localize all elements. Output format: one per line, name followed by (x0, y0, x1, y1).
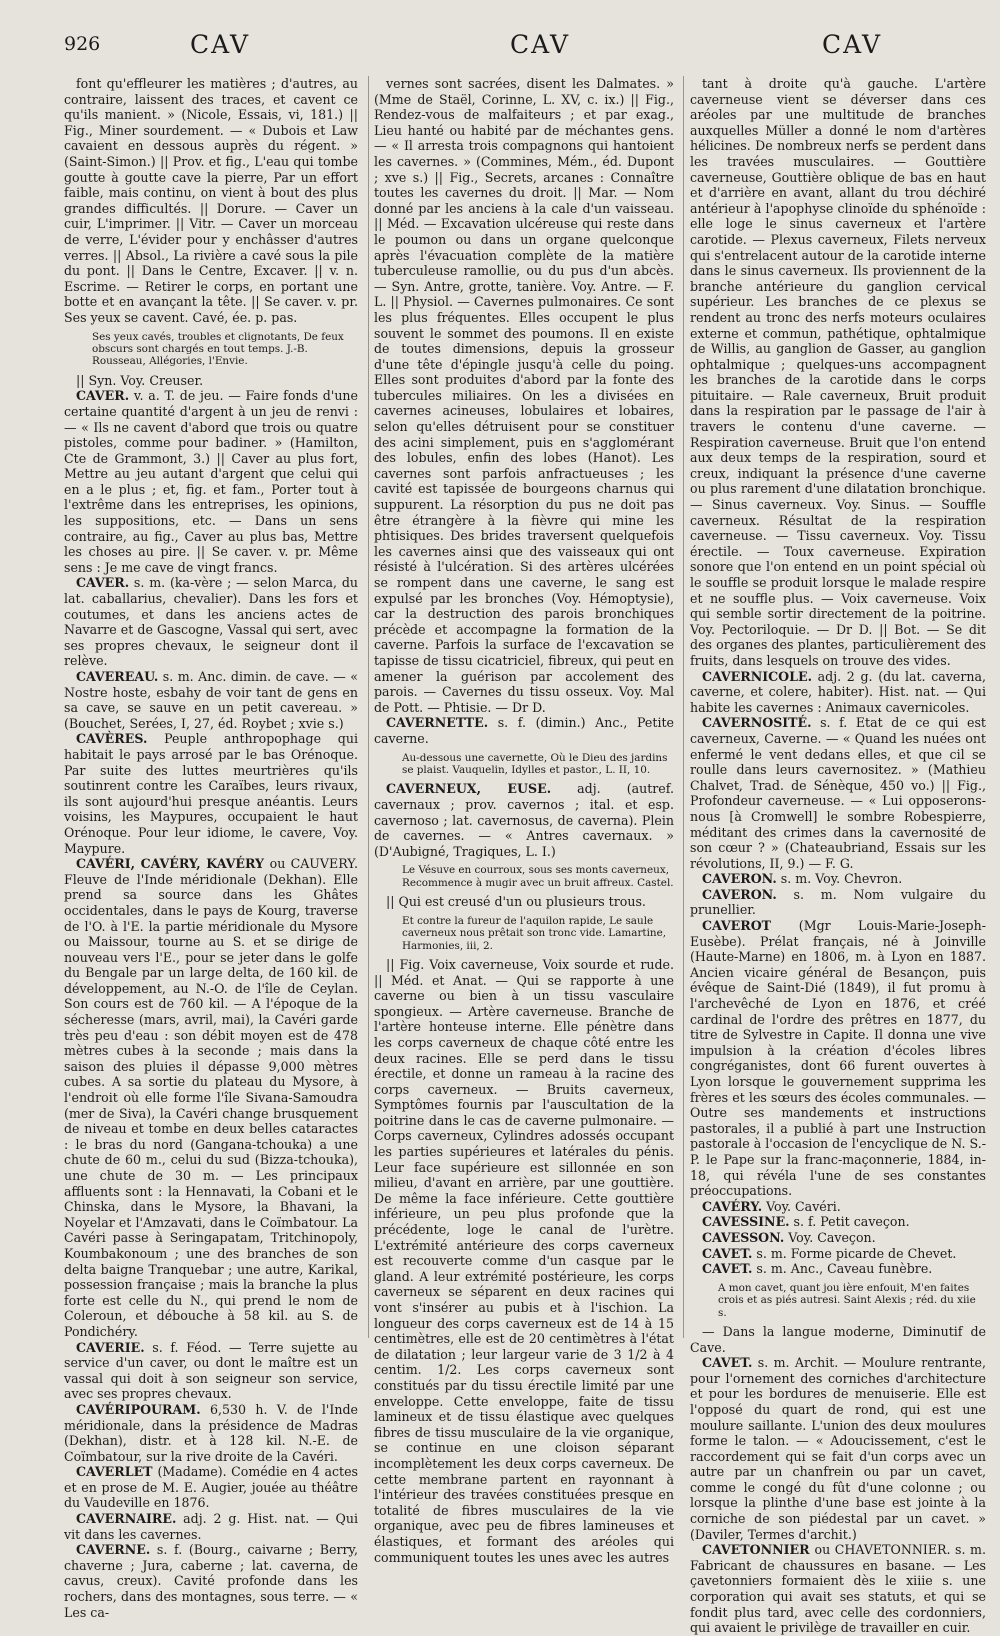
headword: CAVET. (702, 1245, 753, 1261)
dictionary-entry: CAVERNE. s. f. (Bourg., caivarne ; Berry, chaverne ; Jura, caberne ; lat. caverna, de cavus, creux). Cavité profonde dans les rochers, dans des montagnes, sous terre. — « Les ca- (64, 1542, 358, 1620)
column-left (64, 76, 358, 1620)
headword: CAVÉRIPOURAM. (76, 1401, 201, 1417)
column-middle (374, 76, 674, 1565)
dictionary-entry: font qu'effleurer les matières ; d'autres, au contraire, laissent des traces, et cavent ce qu'ils manient. » (Nicole, Essais, vi, 181.) || Fig., Miner sourdement. — « Dubois et Law cavaient en dessous auprès du régent. » (Saint-Simon.) || Prov. et fig., L'eau qui tombe goutte à goutte cave la pierre, Par un effort faible, mais continu, on vient à bout des plus grandes difficultés. || Dorure. — Caver un cuir, L'imprimer. || Vitr. — Caver un morceau de verre, L'évider pour y enchâsser d'autres verres. || Absol., La rivière a cavé sous la pile du pont. || Dans le Centre, Excaver. || v. n. Escrime. — Retirer le corps, en portant une botte et en avançant la tête. || Se caver. v. pr. Ses yeux se cavent. Cavé, ée. p. pas. (64, 76, 358, 325)
headword: CAVÈRES. (76, 731, 148, 747)
dictionary-entry: CAVEROT (Mgr Louis-Marie-Joseph-Eusèbe). Prélat français, né à Joinville (Haute-Marne) en 1806, m. à Lyon en 1887. Ancien vicaire général de Besançon, puis évêque de Saint-Dié (1849), il fut promu à l'archevêché de Lyon en 1876, et créé cardinal de l'ordre des prêtres en 1877, du titre de Sylvestre in Capite. Il donna une vive impulsion à la création d'écoles libres congréganistes, dont 66 furent ouvertes à Lyon lorsque le gouvernement supprima les frères et les sœurs des écoles communales. — Outre ses mandements et instructions pastorales, il a publié à part une Instruction pastorale à l'occasion de l'encyclique de N. S.-P. le Pape sur la franc-maçonnerie, 1884, in-18, qui révéla l'une de ses constantes préoccupations. (690, 918, 986, 1199)
quotation: Au-dessous une cavernette, Où le Dieu des jardins se plaist. Vauquelin, Idylles et pastor., L. II, 10. (402, 751, 668, 776)
dictionary-entry: CAVERON. s. m. Voy. Chevron. (702, 871, 903, 887)
headword: CAVERNICOLE. (702, 668, 812, 684)
headword: CAVERNAIRE. (76, 1511, 177, 1527)
running-head-center: CAV (510, 30, 570, 59)
dictionary-entry: || Fig. Voix caverneuse, Voix sourde et rude. || Méd. et Anat. — Qui se rapporte à une caverne ou bien à un tissu vasculaire spongieux. — Artère caverneuse. Branche de l'artère honteuse interne. Elle pénètre dans les corps caverneux de chaque côté entre les deux racines. Elle se perd dans le tissu érectile, et donne un rameau à la racine des corps caverneux. — Bruits caverneux, Symptômes fournis par l'auscultation de la poitrine dans le cas de caverne pulmonaire. — Corps caverneux, Cylindres adossés occupant les parties supérieures et latérales du pénis. Leur face supérieure est sillonnée en son milieu, d'avant en arrière, par une gouttière. De même la face inférieure. Cette gouttière inférieure, un peu plus profonde que la précédente, loge le canal de l'urètre. L'extrémité antérieure des corps caverneux est recouverte comme d'un casque par le gland. A leur extrémité postérieure, les corps caverneux se séparent en deux racines qui vont s'insérer au pubis et à l'ischion. La longueur des corps caverneux est de 14 à 15 centimètres, elle est de 20 centimètres à l'état de dilatation ; leur largeur varie de 3 1/2 à 4 centim. 1/2. Les corps caverneux sont constitués par du tissu érectile limité par une enveloppe. Cette enveloppe, faite de tissu lamineux et de tissu élastique avec quelques fibres de tissu musculaire de la vie organique, se continue en une cloison séparant incomplètement les deux corps caverneux. De cette membrane partent en rayonnant à l'intérieur des travées constituées presque en totalité de fibres musculaires de la vie organique, avec peu de fibres lamineuses et élastiques, et formant des aréoles qui communiquent toutes les unes avec les autres (374, 956, 674, 1565)
dictionary-entry: CAVÉRI, CAVÉRY, KAVÉRY ou CAUVERY. Fleuve de l'Inde méridionale (Dekhan). Elle prend sa source dans les Ghâtes occidentales, dans le pays de Kourg, traverse de l'O. à l'E. la partie méridionale du Mysore ou Maissour, tourne au S. et se dirige de nouveau vers l'E., pour se jeter dans le golfe du Bengale par un large delta, de 160 kil. de développement, au N.-O. de l'île de Ceylan. Son cours est de 760 kil. — A l'époque de la sécheresse (mars, avril, mai), la Cavéri garde très peu d'eau : son débit moyen est de 478 mètres cubes à la seconde ; mais dans la saison des pluies il dépasse 9,000 mètres cubes. A sa sortie du plateau du Mysore, à l'endroit où elle forme l'île Sivana-Samoudra (mer de Siva), la Cavéri change brusquement de niveau et tombe en deux belles cataractes : le bras du nord (Gangana-tchouka) a une chute de 60 m., celui du sud (Bizza-tchouka), une chute de 30 m. — Les principaux affluents sont : la Hennavati, la Cobani et le Chinska, dans le Mysore, la Bhavani, la Noyelar et l'Amzavati, dans le Coïmbatour. La Cavéri passe à Seringapatam, Tritchinopoly, Koumbakonoum ; une des branches de son delta baigne Tranquebar ; une autre, Karikal, possession française ; mais la branche la plus forte est celle du N., qui prend le nom de Coleroun, et débouche à 58 kil. au S. de Pondichéry. (64, 856, 358, 1339)
dictionary-entry: CAVERON. s. m. Nom vulgaire du prunellier. (690, 886, 986, 918)
dictionary-entry: CAVÉRIPOURAM. 6,530 h. V. de l'Inde méridionale, dans la présidence de Madras (Dekhan), distr. et à 128 kil. N.-E. de Coïmbatour, sur la rive droite de la Cavéri. (64, 1401, 358, 1464)
column-rule (368, 76, 369, 1338)
dictionary-entry: tant à droite qu'à gauche. L'artère caverneuse vient se déverser dans ces aréoles par une multitude de branches auxquelles Müller a donné le nom d'artères hélicines. De nombreux nerfs se perdent dans les travées musculaires. — Gouttière caverneuse, Gouttière oblique de bas en haut et d'arrière en avant, allant du trou déchiré antérieur à l'apophyse clinoïde du sphénoïde : elle loge le sinus caverneux et l'artère carotide. — Plexus caverneux, Filets nerveux qui s'entrelacent autour de la carotide interne dans le sinus caverneux. Ils proviennent de la branche antérieure du ganglion cervical supérieur. Les branches de ce plexus se rendent au tronc des nerfs moteurs oculaires externe et commun, pathétique, ophtalmique de Willis, au ganglion de Gasser, au ganglion ophtalmique ; quelques-uns accompagnent les branches de la carotide dans le corps pituitaire. — Rale caverneux, Bruit produit dans la respiration par le passage de l'air à travers le contenu d'une caverne. — Respiration caverneuse. Bruit que l'on entend aux deux temps de la respiration, sourd et creux, indiquant la présence d'une caverne ou plus rarement d'une dilatation bronchique. — Sinus caverneux. Voy. Sinus. — Souffle caverneux. Résultat de la respiration caverneuse. — Tissu caverneux. Voy. Tissu érectile. — Toux caverneuse. Expiration sonore que l'on entend en un point spécial où le souffle se produit lorsque le malade respire et ne souffle plus. — Voix caverneuse. Voix qui semble sortir directement de la poitrine. Voy. Pectoriloquie. — Dr D. || Bot. — Se dit des organes des plantes, particulièrement des fruits, dans lesquels on trouve des vides. (690, 76, 986, 668)
headword: CAVÉRI, CAVÉRY, KAVÉRY (76, 856, 270, 872)
column-rule (683, 76, 684, 1338)
page-number: 926 (64, 33, 101, 55)
column-right (690, 76, 986, 1636)
headword: CAVEREAU. (76, 669, 159, 684)
headword: CAVERON. (702, 871, 777, 887)
headword: CAVERNETTE. (386, 715, 489, 731)
dictionary-entry: CAVET. s. m. Forme picarde de Chevet. (702, 1245, 957, 1261)
headword: CAVET. (702, 1261, 753, 1277)
dictionary-entry: CAVER. s. m. (ka-vère ; — selon Marca, du lat. caballarius, chevalier). Dans les fors et coutumes, et dans les anciens actes de Navarre et de Gascogne, Vassal qui sert, avec ses propres chevaux, le seigneur dont il relève. (64, 575, 358, 669)
dictionary-entry: CAVÈRES. Peuple anthropophage qui habitait le pays arrosé par le bas Orénoque. Par suite des luttes meurtrières qu'ils soutinrent contre les Caraïbes, leurs rivaux, ils sont aujourd'hui presque anéantis. Leurs voisins, les Maypures, occupaient le haut Orénoque. Pour leur idiome, le cavere, Voy. Maypure. (64, 731, 358, 856)
headword: CAVER. (76, 388, 130, 404)
headword: CAVÉRY. (702, 1198, 763, 1214)
quotation: Ses yeux cavés, troubles et clignotants, De feux obscurs sont chargés en tout temps. J.-B. Rousseau, Allégories, l'Envie. (92, 330, 344, 368)
quotation: Et contre la fureur de l'aquilon rapide, Le saule caverneux nous prêtait son tronc vide. Lamartine, Harmonies, iii, 2. (402, 914, 667, 952)
dictionary-entry: CAVÉRY. Voy. Cavéri. (702, 1198, 841, 1214)
dictionary-entry: || Syn. Voy. Creuser. (76, 372, 204, 388)
dictionary-entry: CAVERNOSITÉ. s. f. Etat de ce qui est caverneux, Caverne. — « Quand les nuées ont enfermé le vent dedans elles, et que cil se roulle dans leurs cavernositez. » (Mathieu Chalvet, Trad. de Sénèque, 450 vo.) || Fig., Profondeur caverneuse. — « Lui opposerons-nous [à Cromwell] le sombre Robespierre, méditant des crimes dans la cavernosité de son cœur ? » (Chateaubriand, Essais sur les révolutions, II, 9.) — F. G. (690, 715, 986, 871)
dictionary-entry: CAVEREAU. s. m. Anc. dimin. de cave. — « Nostre hoste, esbahy de voir tant de gens en sa cave, se sauve en un petit cavereau. » (Bouchet, Serées, I, 27, éd. Roybet ; xvie s.) (64, 669, 358, 731)
headword: CAVERNE. (76, 1542, 151, 1558)
headword: CAVESSINE. (702, 1214, 790, 1230)
dictionary-entry: CAVERIE. s. f. Féod. — Terre sujette au service d'un caver, ou dont le maître est un vassal qui doit à son seigneur son service, avec ses propres chevaux. (64, 1339, 358, 1402)
headword: CAVERIE. (76, 1339, 145, 1355)
dictionary-entry: CAVERNETTE. s. f. (dimin.) Anc., Petite caverne. (374, 715, 674, 746)
quotation: A mon cavet, quant jou ière enfouit, M'en faites crois et as piés autresi. Saint Alexis ; réd. du xiie s. (718, 1281, 976, 1319)
headword: CAVERNOSITÉ. (702, 715, 812, 731)
running-head-right: CAV (822, 30, 882, 59)
headword: CAVERNEUX, EUSE. (386, 781, 552, 797)
dictionary-entry: — Dans la langue moderne, Diminutif de Cave. (690, 1323, 986, 1355)
quotation: Le Vésuve en courroux, sous ses monts caverneux, Recommence à mugir avec un bruit affreux. Castel. (402, 864, 674, 889)
dictionary-entry: vernes sont sacrées, disent les Dalmates. » (Mme de Staël, Corinne, L. XV, c. ix.) || Fig., Rendez-vous de malfaiteurs ; et par exag., Lieu hanté ou habité par de méchantes gens. — « Il arresta trois compagnons qui hantoient les cavernes. » (Commines, Mém., éd. Dupont ; xve s.) || Fig., Secrets, arcanes : Connaître toutes les cavernes du droit. || Mar. — Nom donné par les anciens à la cale d'un vaisseau. || Méd. — Excavation ulcéreuse qui reste dans le poumon ou dans un organe quelconque après l'évacuation complète de la matière tuberculeuse ramollie, ou du pus d'un abcès. — Syn. Antre, grotte, tanière. Voy. Antre. — F. L. || Physiol. — Cavernes pulmonaires. Ce sont les plus fréquentes. Elles occupent le plus souvent le sommet des poumons. Il en existe de toutes dimensions, depuis la grosseur d'une tête d'épingle jusqu'à celle du poing. Elles sont produites d'abord par la fonte des tubercules miliaires. On les a divisées en cavernes acineuses, lobulaires et lobaires, selon qu'elles détruisent pour se constituer des acini simplement, puis en s'agglomérant des lobules, enfin des lobes (Hanot). Les cavernes sont parfois anfractueuses ; les cavité est tapissée de bourgeons charnus qui suppurent. La résorption du pus ne doit pas être étrangère à la fièvre qui mine les phtisiques. Des brides traversent quelquefois les cavernes ainsi que des vaisseaux qui ont résisté à l'ulcération. Si des artères ulcérées se rompent dans une caverne, le sang est expulsé par les bronches (Voy. Hémoptysie), car la destruction des parois bronchiques précède et accompagne la formation de la caverne. Parfois la surface de l'excavation se tapisse de tissu cicatriciel, fibreux, qui peut en amener la guérison par accolement des parois. — Cavernes du tissu osseux. Voy. Mal de Pott. — Phtisie. — Dr D. (374, 76, 674, 715)
dictionary-entry: CAVET. s. m. Archit. — Moulure rentrante, pour l'ornement des corniches d'architecture et pour les bordures de menuiserie. Elle est l'opposé du quart de rond, qui est une moulure saillante. L'union des deux moulures forme le talon. — « Adoucissement, c'est le raccordement qui se fait d'un corps avec un autre par un chanfrein ou par un cavet, comme le congé du fût d'une colonne ; ou lorsque la plinthe d'une base est jointe à la corniche de son piédestal par un cavet. » (Daviler, Termes d'archit.) (690, 1355, 986, 1542)
headword: CAVET. (702, 1355, 753, 1371)
headword: CAVETONNIER (702, 1542, 815, 1558)
dictionary-entry: CAVERNICOLE. adj. 2 g. (du lat. caverna, caverne, et colere, habiter). Hist. nat. — Qui habite les cavernes : Animaux cavernicoles. (690, 668, 986, 715)
dictionary-entry: CAVET. s. m. Anc., Caveau funèbre. (702, 1261, 933, 1277)
headword: CAVERLET (76, 1464, 158, 1480)
dictionary-entry: CAVERNAIRE. adj. 2 g. Hist. nat. — Qui vit dans les cavernes. (64, 1511, 358, 1542)
dictionary-entry: CAVER. v. a. T. de jeu. — Faire fonds d'une certaine quantité d'argent à un jeu de renvi : — « Ils ne cavent d'abord que trois ou quatre pistoles, comme pour badiner. » (Hamilton, Cte de Grammont, 3.) || Caver au plus fort, Mettre au jeu autant d'argent que celui qui en a le plus ; et, fig. et fam., Porter tout à l'extrême dans les entreprises, les opinions, les suppositions, etc. — Dans un sens contraire, au fig., Caver au plus bas, Mettre les choses au pire. || Se caver. v. pr. Même sens : Je me cave de vingt francs. (64, 388, 358, 575)
running-head-left: CAV (190, 30, 250, 59)
dictionary-entry: CAVESSON. Voy. Caveçon. (702, 1229, 876, 1245)
headword: CAVER. (76, 575, 130, 591)
dictionary-entry: CAVETONNIER ou CHAVETONNIER. s. m. Fabricant de chaussures en basane. — Les çavetonniers formaient dès le xiiie s. une corporation qui avait ses statuts, et qui se fondit plus tard, avec celle des cordonniers, qui avaient le privilège de travailler en cuir. (690, 1542, 986, 1636)
headword: CAVESSON. (702, 1229, 785, 1245)
dictionary-entry: CAVESSINE. s. f. Petit caveçon. (702, 1214, 910, 1230)
headword: CAVERON. (702, 886, 777, 902)
dictionary-entry: CAVERLET (Madame). Comédie en 4 actes et en prose de M. E. Augier, jouée au théâtre du Vaudeville en 1876. (64, 1464, 358, 1511)
dictionary-entry: || Qui est creusé d'un ou plusieurs trous. (386, 894, 646, 910)
dictionary-entry: CAVERNEUX, EUSE. adj. (autref. cavernaux ; prov. cavernos ; ital. et esp. cavernoso ; lat. cavernosus, de caverna). Plein de cavernes. — « Antres cavernaux. » (D'Aubigné, Tragiques, L. I.) (374, 781, 674, 859)
headword: CAVEROT (702, 918, 799, 934)
